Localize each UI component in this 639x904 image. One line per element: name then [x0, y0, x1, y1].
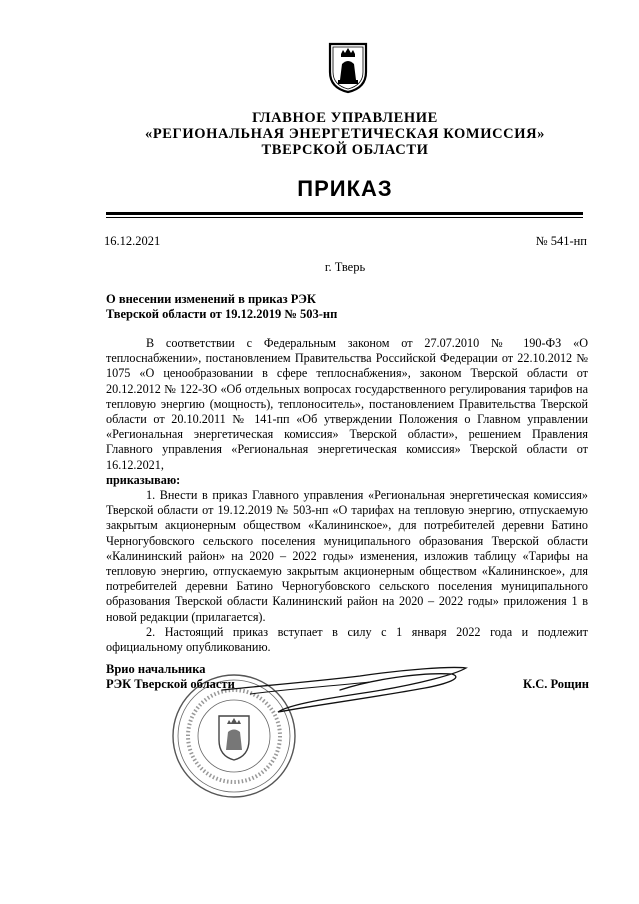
- preamble-paragraph: В соответствии с Федеральным законом от 27.07.2010 № 190-ФЗ «О теплоснабжении», постановлением Правительства Российской Федерации от 22.10.2012 № 1075 «О ценообразовании в сфере теплоснабжения», законом Тверской области от 20.12.2012 № 122-ЗО «Об отдельных вопросах государственного регулирования тарифов на тепловую энергию (мощность), теплоноситель», постановлением Правительства Тверской области от 20.10.2011 № 141-пп «Об утверждении Положения о Главном управлении «Региональная энергетическая комиссия» Тверской области», решением Правления Главного управления «Региональная энергетическая комиссия» Тверской области от 16.12.2021,: [106, 336, 588, 472]
- header-divider-thin: [106, 217, 583, 218]
- signer-title: [106, 662, 235, 692]
- resolve-word: приказываю:: [106, 472, 181, 487]
- signer-title-line-1: Врио начальника: [106, 662, 206, 676]
- signer-name: К.С. Рощин: [523, 677, 589, 691]
- order-number: № 541-нп: [535, 234, 587, 248]
- org-line-3: ТВЕРСКОЙ ОБЛАСТИ: [261, 142, 429, 158]
- tver-coat-of-arms-icon: [327, 42, 369, 94]
- order-subject: [106, 292, 406, 322]
- item-2-paragraph: 2. Настоящий приказ вступает в силу с 1 января 2022 года и подлежит официальному опубликованию.: [106, 624, 588, 655]
- subject-line-2: Тверской области от 19.12.2019 № 503-нп: [106, 307, 338, 321]
- header-divider-thick: [106, 212, 583, 215]
- handwritten-signature: [220, 660, 470, 730]
- item-1-paragraph: 1. Внести в приказ Главного управления «Региональная энергетическая комиссия» Тверской области от 19.12.2019 № 503-нп «О тарифах на тепловую энергию, отпускаемую закрытым акционерным обществом «Калининское», для потребителей деревни Батино Черногубовского сельского поселения муниципального образования Тверской области «Калининский район» на 2020 – 2022 годы» изменения, изложив таблицу «Тарифы на тепловую энергию, отпускаемую закрытым акционерным обществом «Калининское», для потребителей деревни Батино Черногубовского сельского поселения муниципального образования Тверской области Калининский район на 2020 – 2022 годы» приложения 1 в новой редакции (прилагается).: [106, 488, 588, 624]
- order-date: 16.12.2021: [104, 234, 161, 248]
- org-line-2: «РЕГИОНАЛЬНАЯ ЭНЕРГЕТИЧЕСКАЯ КОМИССИЯ»: [144, 126, 546, 142]
- city: г. Тверь: [324, 260, 366, 274]
- org-line-1: ГЛАВНОЕ УПРАВЛЕНИЕ: [252, 110, 438, 126]
- signer-title-line-2: РЭК Тверской области: [106, 677, 235, 691]
- order-body: [106, 336, 588, 655]
- document-type-title: ПРИКАЗ: [297, 176, 393, 201]
- subject-line-1: О внесении изменений в приказ РЭК: [106, 292, 316, 306]
- issuing-organization: [100, 110, 590, 158]
